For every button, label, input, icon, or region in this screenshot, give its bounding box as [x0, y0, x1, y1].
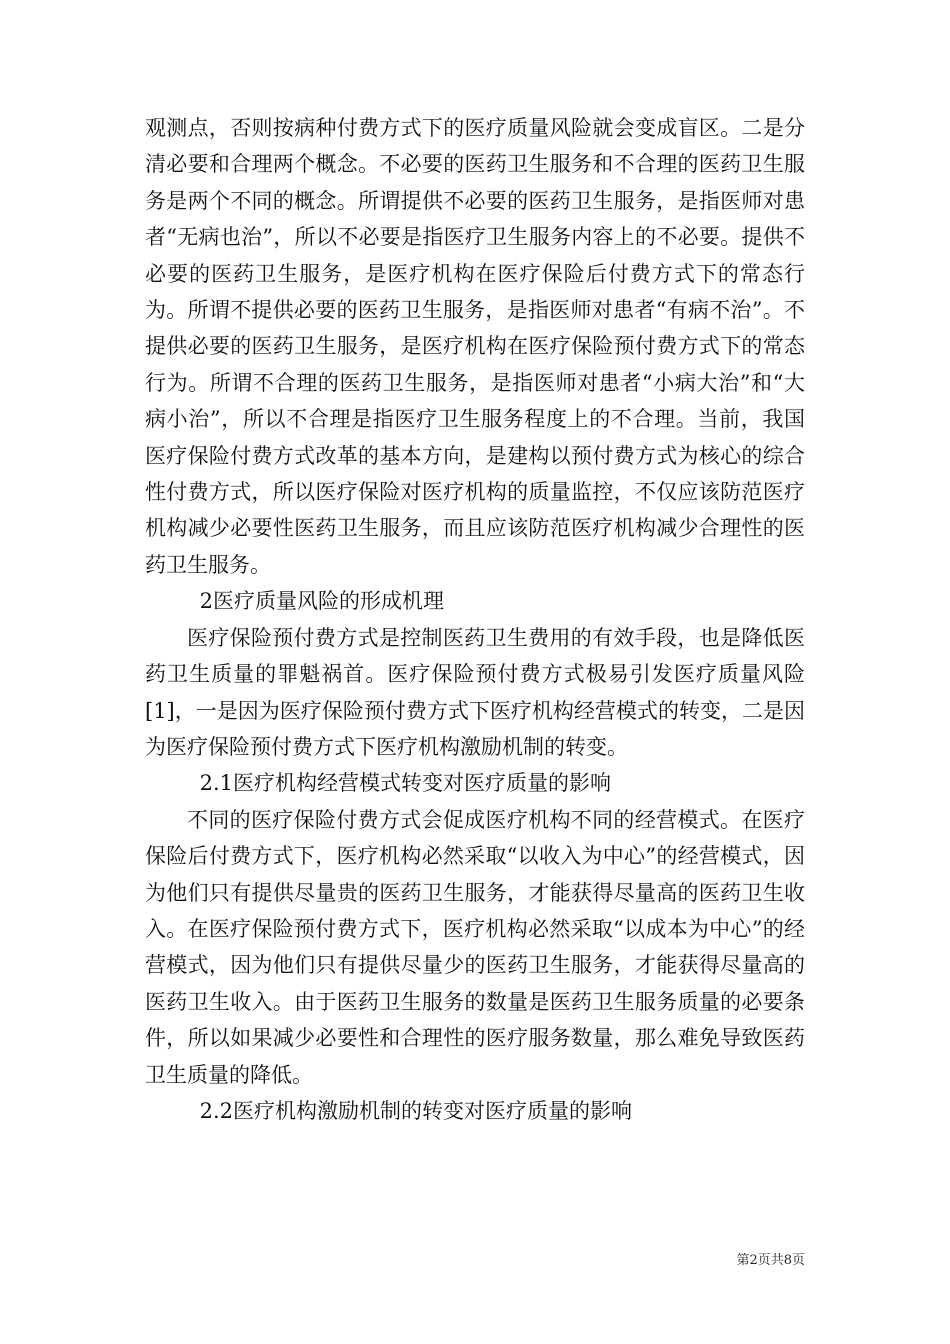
- section-heading-2-2: 2.2医疗机构激励机制的转变对医疗质量的影响: [199, 1098, 632, 1123]
- section-heading-2-1: 2.1医疗机构经营模式转变对医疗质量的影响: [199, 771, 611, 796]
- paragraph: 不同的医疗保险付费方式会促成医疗机构不同的经营模式。在医疗保险后付费方式下，医疗机构必然采取“以收入为中心”的经营模式，因为他们只有提供尽量贵的医药卫生服务，才能获得尽量高的医药卫生收入。在医疗保险预付费方式下，医疗机构必然采取“以成本为中心”的经营模式，因为他们只有提供尽量少的医药卫生服务，才能获得尽量高的医药卫生收入。由于医药卫生服务的数量是医药卫生服务质量的必要条件，所以如果减少必要性和合理性的医疗服务数量，那么难免导致医药卫生质量的降低。: [145, 807, 805, 1087]
- paragraph-continued: 观测点，否则按病种付费方式下的医疗质量风险就会变成盲区。二是分清必要和合理两个概念。不必要的医药卫生服务和不合理的医药卫生服务是两个不同的概念。所谓提供不必要的医药卫生服务，是指医师对患者“无病也治”，所以不必要是指医疗卫生服务内容上的不必要。提供不必要的医药卫生服务，是医疗机构在医疗保险后付费方式下的常态行为。所谓不提供必要的医药卫生服务，是指医师对患者“有病不治”。不提供必要的医药卫生服务，是医疗机构在医疗保险预付费方式下的常态行为。所谓不合理的医药卫生服务，是指医师对患者“小病大治”和“大病小治”，所以不合理是指医疗卫生服务程度上的不合理。当前，我国医疗保险付费方式改革的基本方向，是建构以预付费方式为核心的综合性付费方式，所以医疗保险对医疗机构的质量监控，不仅应该防范医疗机构减少必要性医药卫生服务，而且应该防范医疗机构减少合理性的医药卫生服务。: [145, 116, 805, 577]
- document-body: [145, 110, 805, 1129]
- paragraph: 医疗保险预付费方式是控制医药卫生费用的有效手段，也是降低医药卫生质量的罪魁祸首。医疗保险预付费方式极易引发医疗质量风险[1]，一是因为医疗保险预付费方式下医疗机构经营模式的转变，二是因为医疗保险预付费方式下医疗机构激励机制的转变。: [145, 625, 805, 759]
- section-heading-2: 2医疗质量风险的形成机理: [199, 589, 444, 614]
- page-number-footer: 第2页共8页: [736, 1253, 805, 1268]
